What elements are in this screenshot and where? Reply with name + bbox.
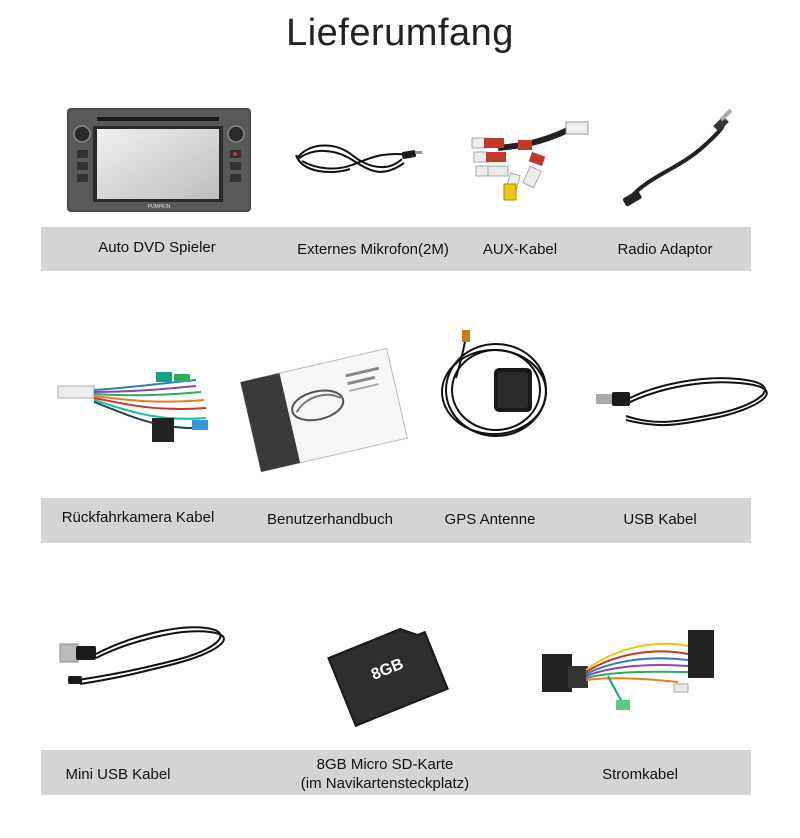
sd-card-icon: [318, 608, 458, 730]
car-dvd-player-icon: [67, 108, 251, 212]
mini-usb-cable-icon: [56, 618, 220, 690]
power-cable-icon: [538, 626, 718, 714]
label-stromkabel: Stromkabel: [602, 766, 678, 783]
radio-adaptor-icon: [620, 106, 742, 210]
dvd-brand-mark: PUMPKIN: [147, 204, 171, 210]
microphone-cable-icon: [292, 135, 424, 183]
label-benutzerhandbuch: Benutzerhandbuch: [267, 511, 393, 528]
label-radio-adaptor: Radio Adaptor: [617, 241, 713, 258]
label-auto-dvd-spieler: Auto DVD Spieler: [98, 239, 216, 256]
label-mini-usb-kabel: Mini USB Kabel: [65, 766, 171, 783]
page-title: Lieferumfang: [286, 12, 514, 54]
label-externes-mikrofon: Externes Mikrofon(2M): [297, 241, 449, 258]
label-aux-kabel: AUX-Kabel: [482, 241, 558, 258]
label-sd-karte-line2: (im Navikartensteckplatz): [300, 775, 470, 792]
label-usb-kabel: USB Kabel: [623, 511, 697, 528]
label-rueckfahrkamera-kabel: Rückfahrkamera Kabel: [61, 509, 215, 526]
aux-cable-icon: [468, 118, 592, 206]
usb-cable-icon: [596, 370, 762, 436]
label-sd-karte-line1: 8GB Micro SD-Karte: [316, 756, 454, 773]
sd-capacity-mark: 8GB: [369, 655, 406, 684]
user-manual-icon: [240, 350, 408, 462]
rear-camera-cable-icon: [56, 370, 214, 452]
label-gps-antenne: GPS Antenne: [444, 511, 536, 528]
gps-antenna-icon: [436, 328, 552, 446]
